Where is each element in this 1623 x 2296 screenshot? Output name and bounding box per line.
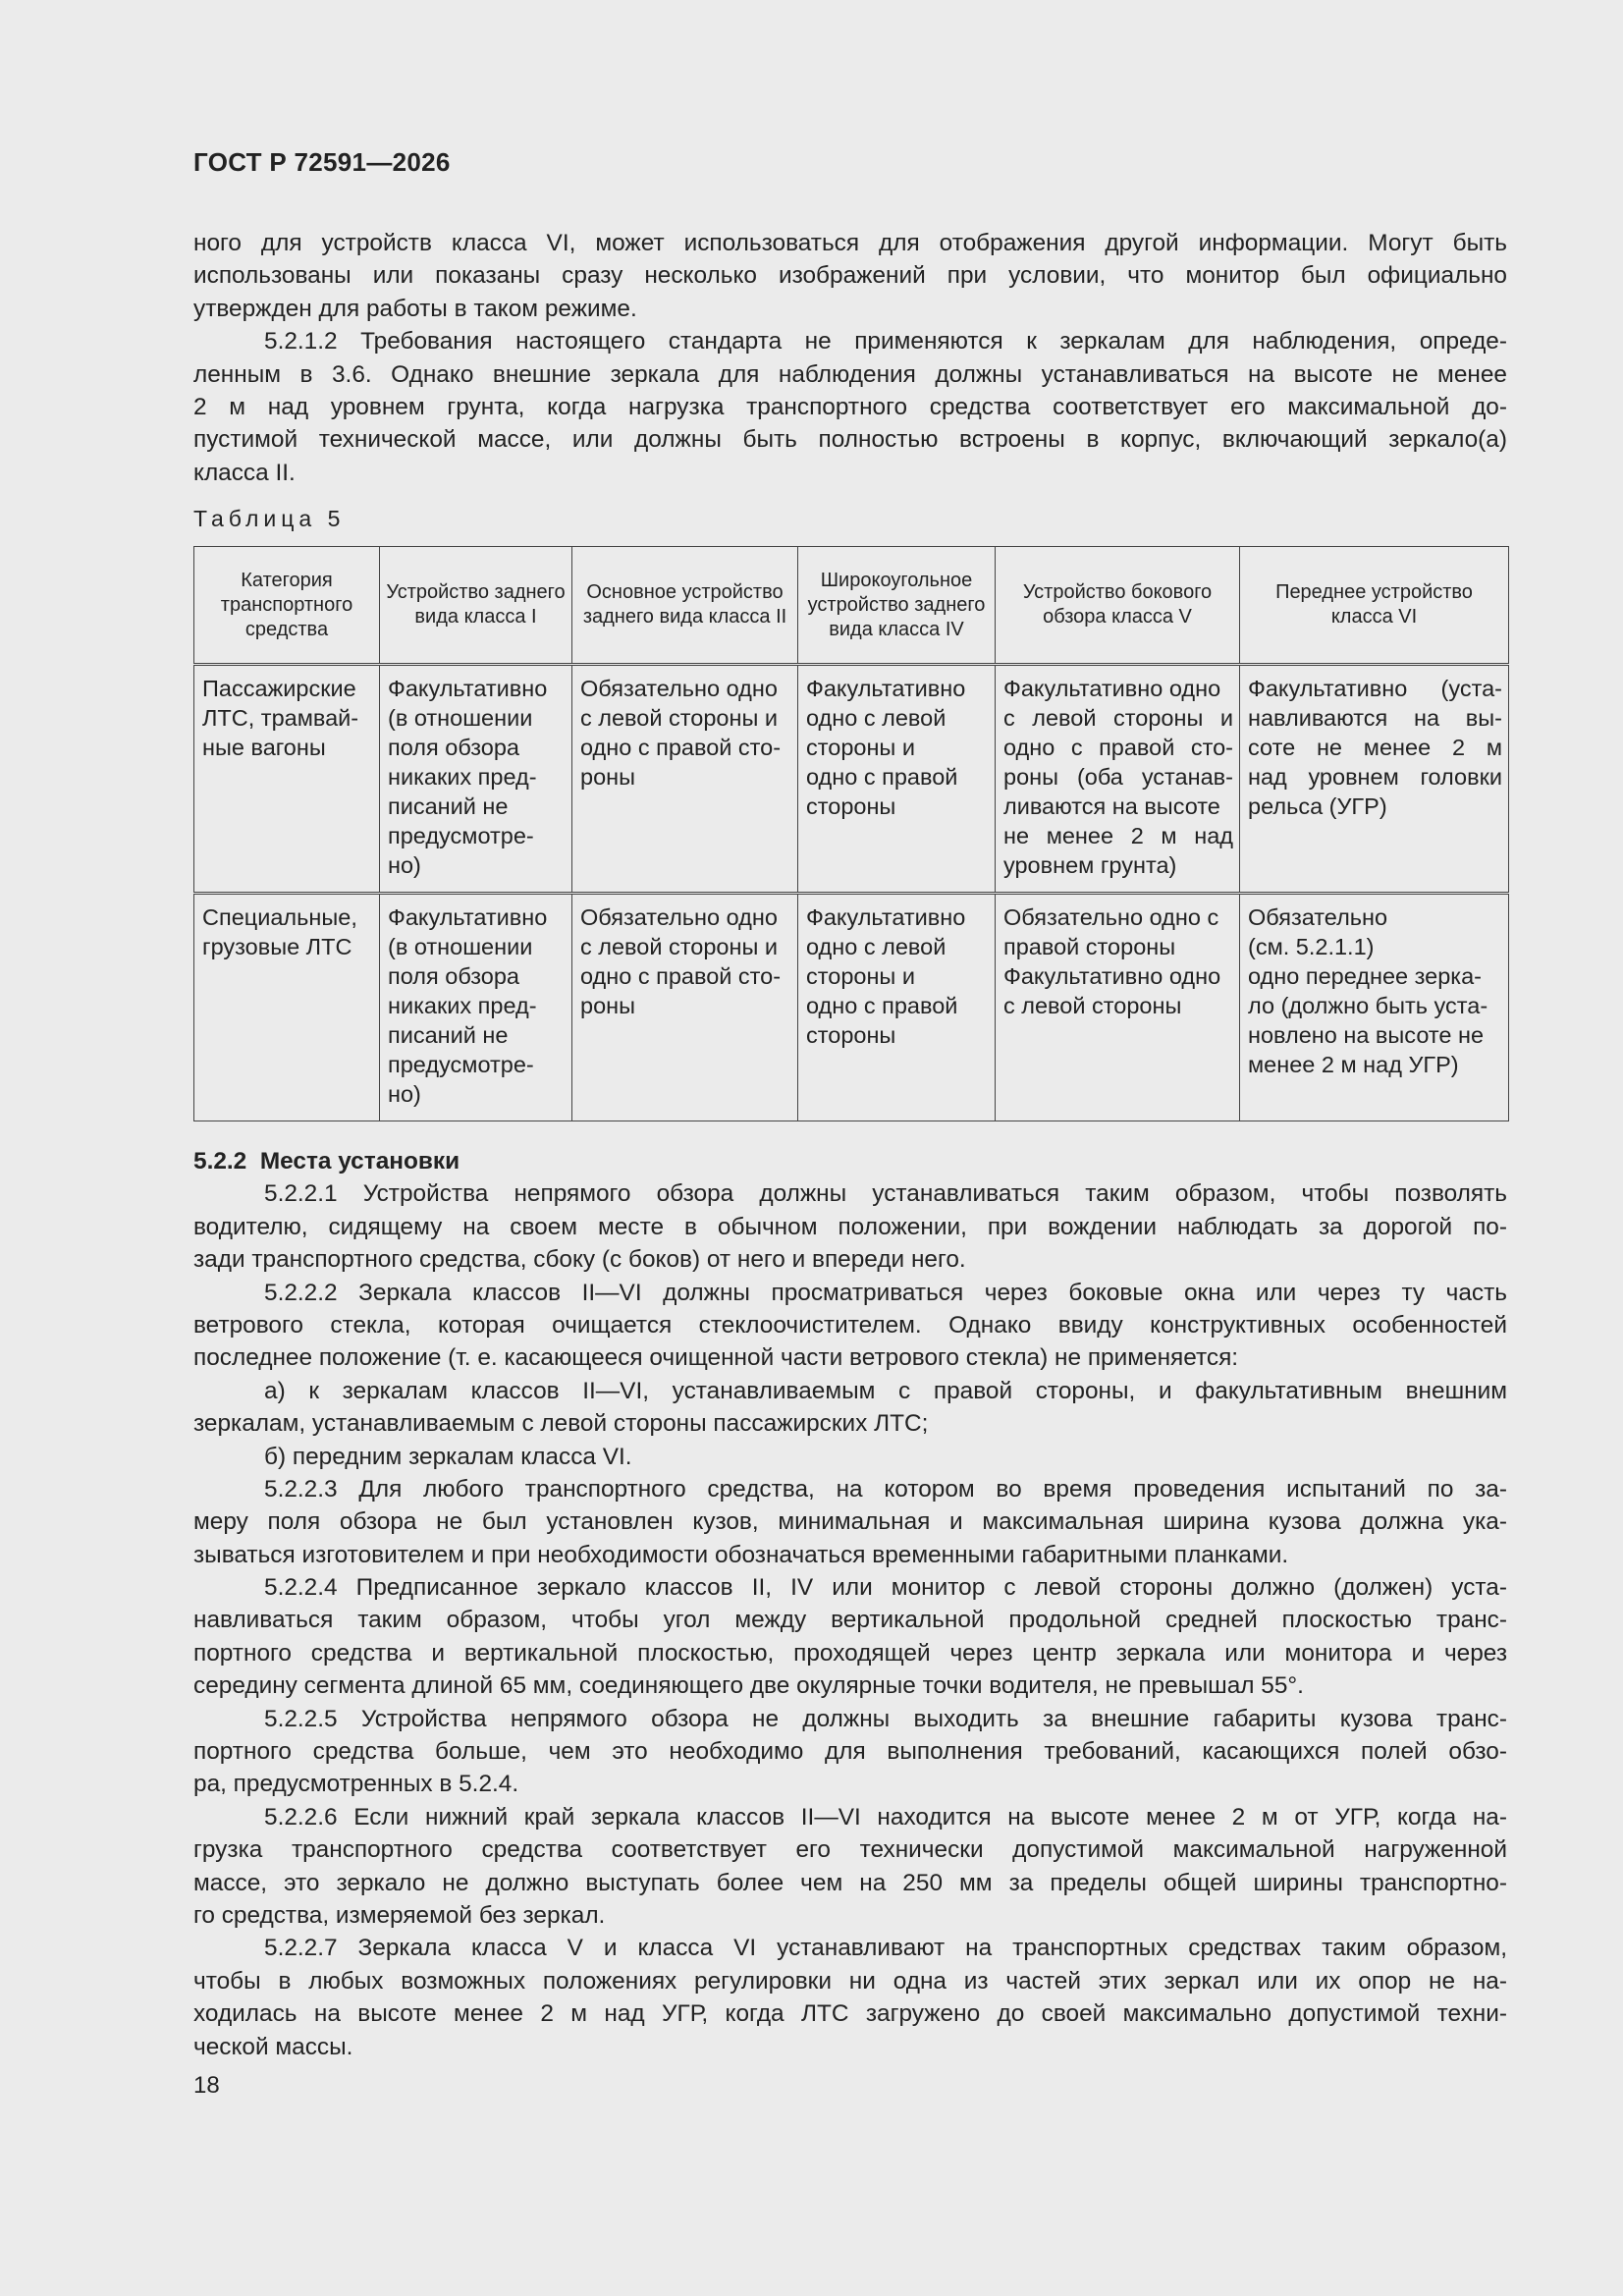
header-cell: Устройство заднего вида класса I (380, 547, 572, 665)
cell-line: никаких пред- (388, 993, 537, 1018)
cell-line: с левой стороны и (1003, 705, 1233, 731)
cell-line: Факультативно (388, 904, 548, 930)
cell-line: стороны (806, 793, 896, 819)
cell-line: но) (388, 852, 421, 878)
cell-line: с левой стороны и (580, 934, 778, 959)
text-line: последнее положение (т. е. касающееся очищенной части ветрового стекла) не применяется: (193, 1344, 1239, 1372)
table-cell (996, 665, 1240, 894)
cell-line: одно с правой сто- (580, 735, 782, 760)
cell-line: стороны (806, 1022, 896, 1048)
cell-line: Пассажирские (202, 676, 356, 701)
table-cell (194, 894, 380, 1121)
cell-line: Факультативно (806, 904, 966, 930)
text-line: 5.2.2.5 Устройства непрямого обзора не должны выходить за внешние габариты кузова транс- (264, 1705, 1507, 1732)
cell-line: не менее 2 м над (1003, 823, 1233, 848)
table-header-row (194, 547, 1509, 665)
cell-line: (в отношении (388, 705, 533, 731)
text-line: водителю, сидящему на своем месте в обычном положении, при вождении наблюдать за дорогой по- (193, 1213, 1507, 1240)
table-5 (193, 546, 1509, 1121)
text-line: 2 м над уровнем грунта, когда нагрузка транспортного средства соответствует его максимальной до- (193, 393, 1507, 420)
text-line: го средства, измеряемой без зеркал. (193, 1901, 606, 1929)
table-row (194, 894, 1509, 1121)
text-line: портного средства и вертикальной плоскостью, проходящей через центр зеркала или монитора и через (193, 1639, 1507, 1667)
cell-line: одно с правой сто- (1003, 735, 1233, 760)
table-cell (798, 665, 996, 894)
cell-line: ные вагоны (202, 735, 326, 760)
cell-line: (см. 5.2.1.1) (1248, 934, 1375, 959)
cell-line: поля обзора (388, 735, 519, 760)
cell-line: предусмотре- (388, 1052, 534, 1077)
cell-line: одно с правой сто- (580, 963, 782, 989)
cell-line: Факультативно (388, 676, 548, 701)
text-line: ческой массы. (193, 2033, 353, 2060)
cell-line: одно с левой (806, 934, 947, 959)
cell-line: одно переднее зерка- (1248, 963, 1482, 989)
cell-line: одно с правой (806, 764, 958, 790)
cell-line: над уровнем головки (1248, 764, 1502, 790)
cell-line: новлено на высоте не (1248, 1022, 1485, 1048)
header-cell: Основное устройство заднего вида класса II (572, 547, 798, 665)
text-line: ветрового стекла, которая очищается стеклоочистителем. Однако ввиду конструктивных особенностей (193, 1311, 1507, 1339)
cell-line: но) (388, 1081, 421, 1107)
text-line: ленным в 3.6. Однако внешние зеркала для наблюдения должны устанавливаться на высоте не менее (193, 360, 1507, 388)
cell-line: Факультативно (уста- (1248, 676, 1502, 701)
text-line: использованы или показаны сразу несколько изображений при условии, что монитор был официально (193, 262, 1507, 290)
cell-line: стороны и (806, 735, 915, 760)
cell-line: стороны и (806, 963, 915, 989)
cell-line: Факультативно одно (1003, 963, 1221, 989)
cell-line: писаний не (388, 793, 509, 819)
page-number: 18 (193, 2072, 220, 2099)
text-line: зываться изготовителем и при необходимости обозначаться временными габаритными планками. (193, 1541, 1289, 1568)
cell-line: Факультативно (806, 676, 966, 701)
cell-line: с левой стороны и (580, 705, 778, 731)
cell-line: одно с правой (806, 993, 958, 1018)
cell-line: соте не менее 2 м (1248, 735, 1502, 760)
cell-line: (в отношении (388, 934, 533, 959)
text-line: 5.2.1.2 Требования настоящего стандарта не применяются к зеркалам для наблюдения, опреде- (264, 328, 1507, 355)
text-line: 5.2.2.1 Устройства непрямого обзора должны устанавливаться таким образом, чтобы позволять (264, 1180, 1507, 1208)
cell-line: одно с левой (806, 705, 947, 731)
text-line: зеркалам, устанавливаемым с левой стороны пассажирских ЛТС; (193, 1410, 929, 1438)
cell-line: правой стороны (1003, 934, 1176, 959)
header-cell: Категория транспортного средства (194, 547, 380, 665)
text-line: 5.2.2.4 Предписанное зеркало классов II, IV или монитор с левой стороны должно (должен) уста- (264, 1574, 1507, 1602)
document-header: ГОСТ Р 72591—2026 (193, 147, 451, 177)
cell-line: уровнем грунта) (1003, 852, 1177, 878)
text-line: ного для устройств класса VI, может использоваться для отображения другой информации. Могут быть (193, 230, 1507, 256)
cell-line: Обязательно (1248, 904, 1388, 930)
text-line: навливаться таким образом, чтобы угол между вертикальной продольной средней плоскостью транс- (193, 1607, 1507, 1634)
cell-line: роны (580, 764, 636, 790)
cell-line: ЛТС, трамвай- (202, 705, 359, 731)
table-cell (798, 894, 996, 1121)
table-row (194, 665, 1509, 894)
cell-line: роны (оба устанав- (1003, 764, 1233, 790)
cell-line: менее 2 м над УГР) (1248, 1052, 1459, 1077)
table-cell (572, 665, 798, 894)
table-cell (572, 894, 798, 1121)
header-cell: Переднее устройство класса VI (1240, 547, 1509, 665)
table-cell (380, 894, 572, 1121)
intro-paragraphs (193, 227, 1507, 489)
section-heading (193, 1145, 1507, 1177)
cell-line: писаний не (388, 1022, 509, 1048)
text-line: портного средства больше, чем это необходимо для выполнения требований, касающихся полей обзо- (193, 1738, 1507, 1766)
section-title: Места установки (259, 1148, 460, 1175)
text-line: середину сегмента длиной 65 мм, соединяющего две окулярные точки водителя, не превышал 55°. (193, 1672, 1304, 1700)
cell-line: поля обзора (388, 963, 519, 989)
text-line: 5.2.2.6 Если нижний край зеркала классов II—VI находится на высоте менее 2 м от УГР, когда на- (264, 1803, 1507, 1831)
text-line: 5.2.2.7 Зеркала класса V и класса VI устанавливают на транспортных средствах таким образом, (264, 1935, 1507, 1962)
cell-line: ливаются на высоте (1003, 793, 1220, 819)
text-line: зади транспортного средства, сбоку (с боков) от него и впереди него. (193, 1246, 966, 1274)
text-line: ра, предусмотренных в 5.2.4. (193, 1771, 519, 1798)
text-line: массе, это зеркало не должно выступать более чем на 250 мм за пределы общей ширины транспортно- (193, 1869, 1507, 1896)
cell-line: рельса (УГР) (1248, 793, 1387, 819)
cell-line: навливаются на вы- (1248, 705, 1502, 731)
text-line: грузка транспортного средства соответствует его технически допустимой максимальной нагруженной (193, 1836, 1507, 1864)
text-line: 5.2.2.3 Для любого транспортного средства, на котором во время проведения испытаний по за- (264, 1475, 1507, 1503)
text-line: чтобы в любых возможных положениях регулировки ни одна из частей этих зеркал или их опор не на- (193, 1967, 1507, 1995)
section-number: 5.2.2 (193, 1148, 247, 1175)
section-5-2-2 (193, 1145, 1507, 2063)
table-cell (380, 665, 572, 894)
text-line: б) передним зеркалам класса VI. (264, 1443, 632, 1470)
table-cell (1240, 665, 1509, 894)
text-line: меру поля обзора не был установлен кузов, минимальная и максимальная ширина кузова должна ука- (193, 1508, 1507, 1536)
header-cell: Устройство бокового обзора класса V (996, 547, 1240, 665)
cell-line: грузовые ЛТС (202, 934, 352, 959)
text-line: 5.2.2.2 Зеркала классов II—VI должны просматриваться через боковые окна или через ту часть (264, 1279, 1507, 1306)
cell-line: никаких пред- (388, 764, 537, 790)
cell-line: Обязательно одно (580, 904, 778, 930)
text-line: пустимой технической массе, или должны быть полностью встроены в корпус, включающий зеркало(а) (193, 426, 1507, 454)
header-cell: Широкоугольное устройство заднего вида класса IV (798, 547, 996, 665)
cell-line: ло (должно быть уста- (1248, 993, 1488, 1018)
cell-line: Факультативно одно (1003, 676, 1221, 701)
table-cell (1240, 894, 1509, 1121)
text-line: утвержден для работы в таком режиме. (193, 295, 637, 322)
text-line: класса II. (193, 459, 296, 486)
cell-line: предусмотре- (388, 823, 534, 848)
cell-line: роны (580, 993, 636, 1018)
text-line: ходилась на высоте менее 2 м над УГР, когда ЛТС загружено до своей максимально допустимой техни- (193, 2000, 1507, 2028)
cell-line: с левой стороны (1003, 993, 1182, 1018)
text-line: а) к зеркалам классов II—VI, устанавливаемым с правой стороны, и факультативным внешним (264, 1377, 1507, 1404)
cell-line: Специальные, (202, 904, 357, 930)
cell-line: Обязательно одно с (1003, 904, 1219, 930)
table-title: Таблица 5 (193, 506, 346, 531)
table-cell (996, 894, 1240, 1121)
table-cell (194, 665, 380, 894)
cell-line: Обязательно одно (580, 676, 778, 701)
